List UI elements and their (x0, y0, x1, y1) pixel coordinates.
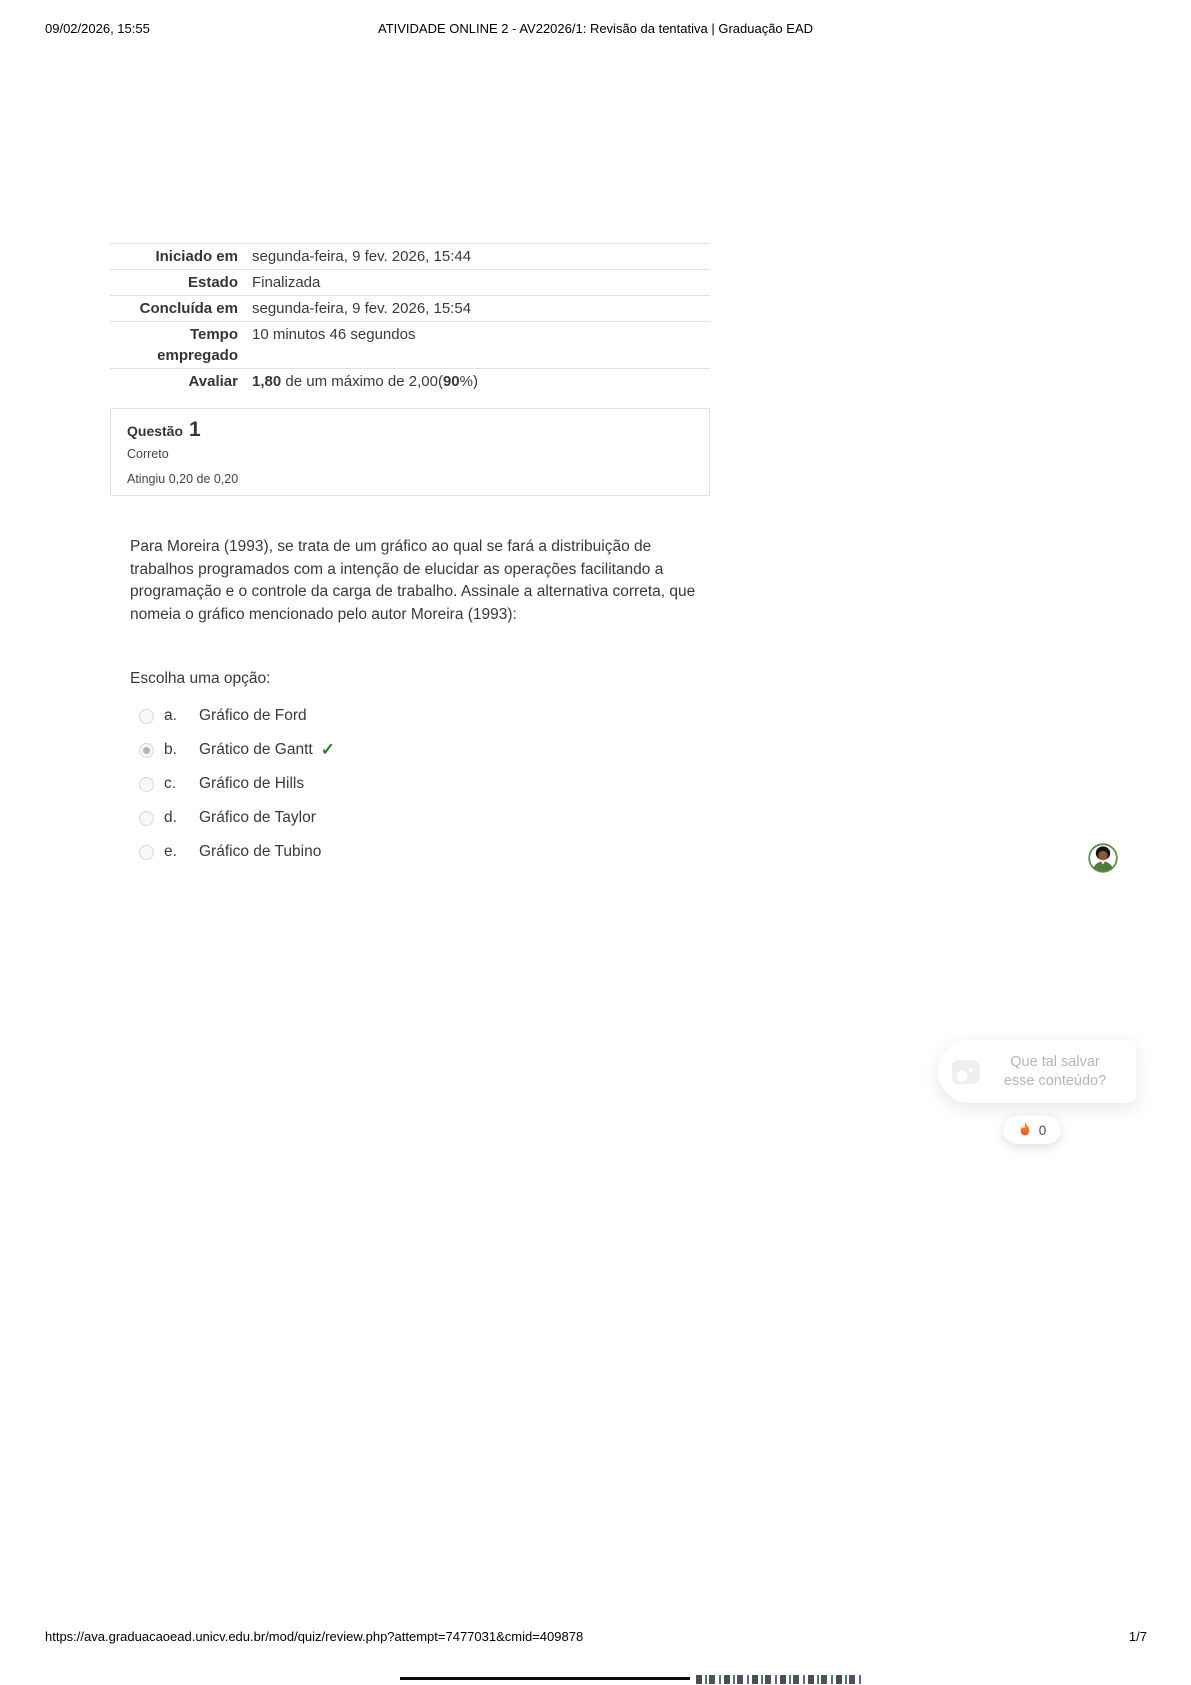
print-datetime: 09/02/2026, 15:55 (45, 21, 150, 36)
option-label: Grático de Gantt (199, 741, 313, 758)
flame-icon (1018, 1121, 1032, 1139)
radio-button[interactable] (139, 709, 154, 724)
table-row (110, 296, 710, 322)
option-row-d[interactable] (130, 801, 690, 835)
option-label: Gráfico de Taylor (199, 809, 316, 826)
option-row-b[interactable] (130, 733, 690, 767)
table-row (110, 322, 710, 369)
row-label: Concluída em (139, 300, 238, 317)
option-row-a[interactable] (130, 699, 690, 733)
footer-page-number: 1/7 (1128, 1629, 1147, 1644)
row-value: segunda-feira, 9 fev. 2026, 15:44 (252, 248, 472, 265)
option-letter: e. (164, 843, 177, 860)
radio-button[interactable] (139, 845, 154, 860)
flame-counter-value: 0 (1038, 1122, 1047, 1138)
radio-button-selected[interactable] (139, 743, 154, 758)
assistant-avatar[interactable] (1088, 843, 1118, 873)
grade-text: de um máximo de 2,00( (281, 373, 443, 390)
radio-button[interactable] (139, 777, 154, 792)
table-row-grade (110, 369, 710, 394)
option-label: Gráfico de Ford (199, 707, 307, 724)
cropped-bottom-text-fragment (696, 1675, 862, 1684)
grade-percent: 90 (442, 373, 460, 390)
row-label: Avaliar (188, 373, 238, 390)
row-value: segunda-feira, 9 fev. 2026, 15:54 (252, 300, 472, 317)
question-title (127, 418, 693, 442)
row-label: Iniciado em (155, 248, 238, 265)
question-info-box (110, 408, 710, 496)
footer-url: https://ava.graduacaoead.unicv.edu.br/mod/quiz/review.php?attempt=7477031&cmid=409878 (45, 1629, 584, 1644)
answer-prompt: Escolha uma opção: (130, 670, 271, 687)
question-text: Para Moreira (1993), se trata de um gráfico ao qual se fará a distribuição de trabalhos programados com a intenção de elucidar as operações facilitando a programação e o controle da carga de trabalho. Assinale a alternativa correta, que nomeia o gráfico mencionado pelo autor Moreira (1993): (130, 538, 696, 623)
row-label: Estado (187, 274, 238, 291)
save-popup-text (984, 1053, 1136, 1091)
save-popup-line2: esse conteúdo? (1003, 1072, 1107, 1089)
option-letter: c. (164, 775, 177, 792)
row-value: 10 minutos 46 segundos (252, 326, 416, 343)
correct-check-icon: ✓ (320, 740, 335, 759)
radio-dot (143, 747, 150, 754)
row-value: Finalizada (252, 274, 321, 291)
question-state: Correto (127, 447, 169, 461)
attempt-summary-table (110, 243, 710, 394)
grade-text-end: %) (459, 373, 478, 390)
radio-button[interactable] (139, 811, 154, 826)
save-content-popup[interactable] (938, 1040, 1136, 1103)
question-number: 1 (189, 418, 201, 441)
option-row-c[interactable] (130, 767, 690, 801)
option-letter: a. (164, 707, 177, 724)
question-label: Questão (127, 423, 184, 439)
page-title: ATIVIDADE ONLINE 2 - AV22026/1: Revisão da tentativa | Graduação EAD (378, 21, 813, 36)
save-widget-logo-icon (948, 1054, 984, 1090)
answer-options (130, 699, 690, 869)
table-row (110, 270, 710, 296)
option-label: Gráfico de Hills (199, 775, 305, 792)
option-letter: b. (164, 741, 177, 758)
avatar-icon (1088, 843, 1118, 873)
question-points: Atingiu 0,20 de 0,20 (127, 472, 239, 486)
save-popup-line1: Que tal salvar (1010, 1053, 1100, 1070)
grade-value: 1,80 (252, 373, 282, 390)
table-row (110, 244, 710, 270)
option-letter: d. (164, 809, 177, 826)
cropped-bottom-bar (400, 1677, 690, 1680)
option-label: Gráfico de Tubino (199, 843, 322, 860)
option-row-e[interactable] (130, 835, 690, 869)
row-label: Tempo empregado (157, 326, 238, 364)
row-value (238, 371, 710, 392)
flame-counter-button[interactable] (1003, 1116, 1061, 1144)
